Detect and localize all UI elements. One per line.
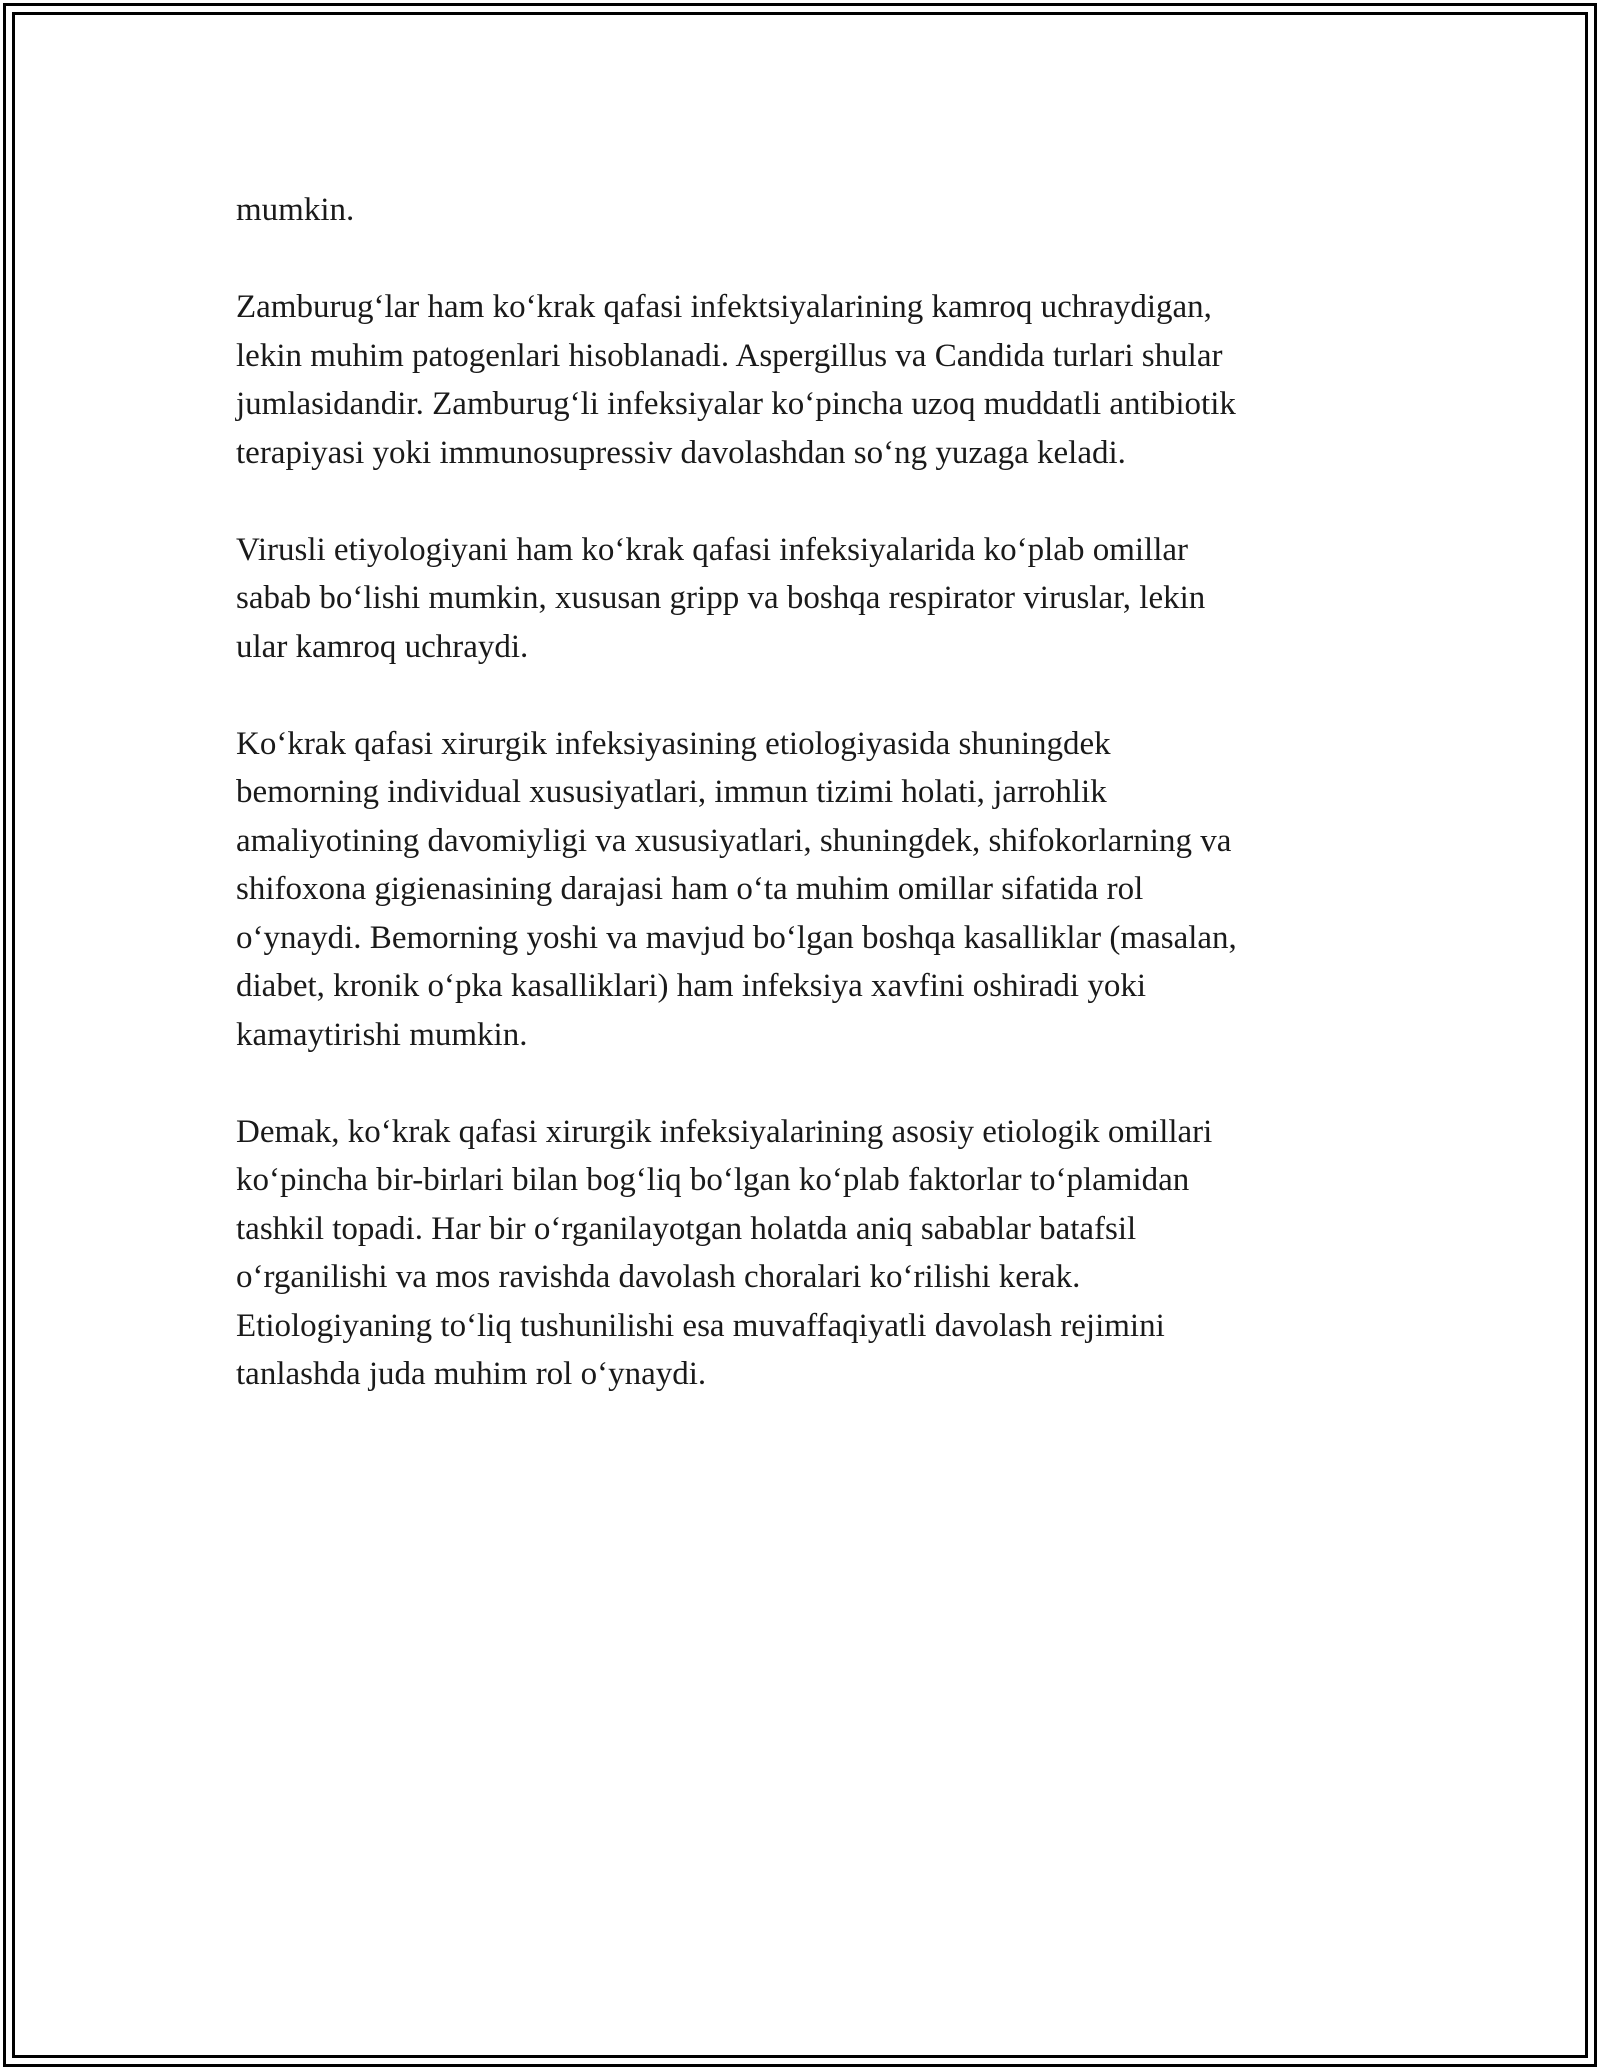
paragraph-continuation: mumkin.	[236, 192, 355, 228]
paragraph-patient-factors: Ko‘krak qafasi xirurgik infeksiyasining etiologiyasida shuningdek bemorning individual xususiyatlari, immun tizimi holati, jarrohlik amaliyotining davomiyligi va xususiyatlari, shuningdek, shifokorlarning va shifoxona gigienasining darajasi ham o‘ta muhim omillar sifatida rol o‘ynaydi. Bemorning yoshi va mavjud bo‘lgan boshqa kasalliklar (masalan, diabet, kronik o‘pka kasalliklari) ham infeksiya xavfini oshiradi yoki kamaytirishi mumkin.	[236, 725, 1237, 1053]
paragraph-fungal-infections: Zamburug‘lar ham ko‘krak qafasi infektsiyalarining kamroq uchraydigan, lekin muhim patogenlari hisoblanadi. Aspergillus va Candida turlari shular jumlasidandir. Zamburug‘li infeksiyalar ko‘pincha uzoq muddatli antibiotik terapiyasi yoki immunosupressiv davolashdan so‘ng yuzaga keladi.	[236, 289, 1236, 471]
paragraph-viral-etiology: Virusli etiyologiyani ham ko‘krak qafasi infeksiyalarida ko‘plab omillar sabab bo‘lishi mumkin, xususan gripp va boshqa respirator viruslar, lekin ular kamroq uchraydi.	[236, 531, 1206, 665]
document-body	[236, 186, 1366, 1447]
paragraph-conclusion: Demak, ko‘krak qafasi xirurgik infeksiyalarining asosiy etiologik omillari ko‘pincha bir-birlari bilan bog‘liq bo‘lgan ko‘plab faktorlar to‘plamidan tashkil topadi. Har bir o‘rganilayotgan holatda aniq sabablar batafsil o‘rganilishi va mos ravishda davolash choralari ko‘rilishi kerak. Etiologiyaning to‘liq tushunilishi esa muvaffaqiyatli davolash rejimini tanlashda juda muhim rol o‘ynaydi.	[236, 1113, 1213, 1392]
